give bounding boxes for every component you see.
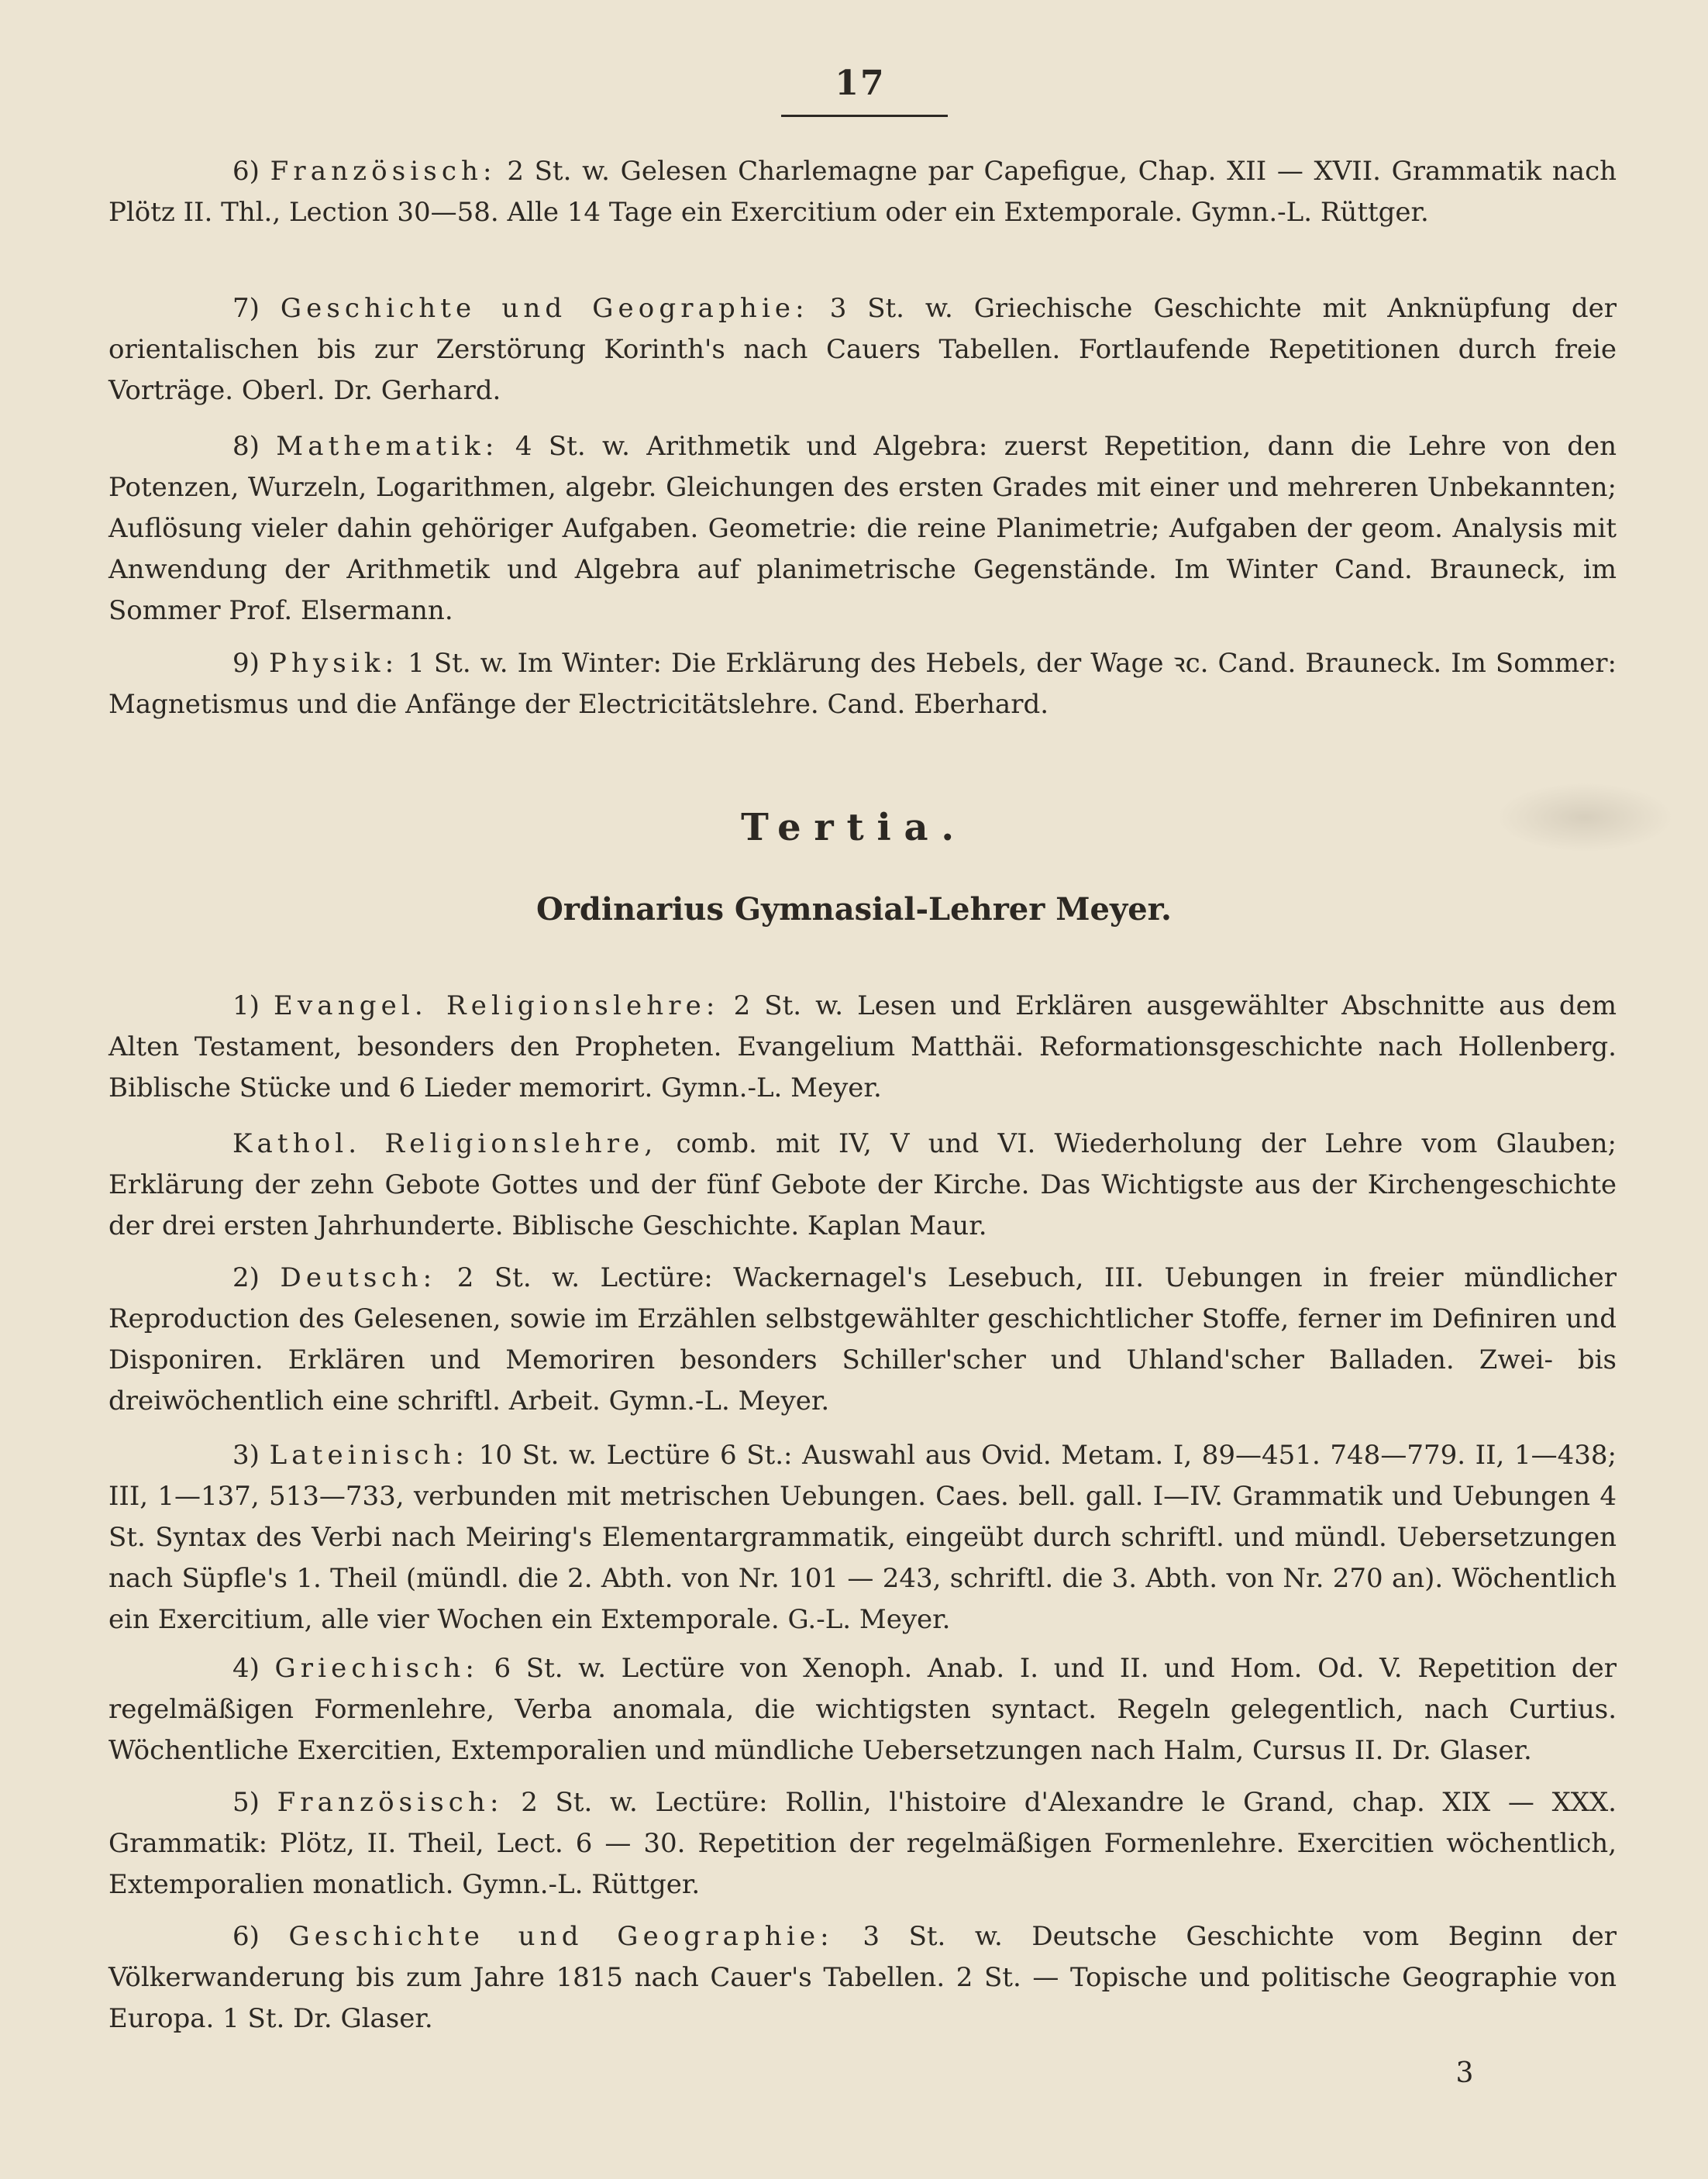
paragraph-text: 3 St. w. Griechische Geschichte mit Anknüpfung der orientalischen bis zur Zerstörung Korinth's nach Cauers Tabellen. Fortlaufende Repetitionen durch freie Vorträge. Oberl. Dr. Gerhard. [108, 293, 1617, 406]
item-number: 8) [232, 431, 260, 462]
subject-label: Französisch: [277, 1787, 504, 1818]
subject-label: Evangel. Religionslehre: [274, 990, 720, 1021]
paragraph-text: 3 St. w. Deutsche Geschichte vom Beginn der Völkerwanderung bis zum Jahre 1815 nach Cauer's Tabellen. 2 St. — Topische und politische Geographie von Europa. 1 St. Dr. Glaser. [108, 1921, 1617, 2034]
paragraph-text: 10 St. w. Lectüre 6 St.: Auswahl aus Ovid. Metam. I, 89—451. 748—779. II, 1—438; III, 1—137, 513—733, verbunden mit metrischen Uebungen. Caes. bell. gall. I—IV. Grammatik und Uebungen 4 St. Syntax des Verbi nach Meiring's Elementargrammatik, eingeübt durch schriftl. und mündl. Uebersetzungen nach Süpfle's 1. Theil (mündl. die 2. Abth. von Nr. 101 — 243, schriftl. die 3. Abth. von Nr. 270 an). Wöchentlich ein Exercitium, alle vier Wochen ein Extemporale. G.-L. Meyer. [108, 1440, 1617, 1635]
paragraph-lower-5 [108, 1782, 1617, 1905]
paragraph-text: 2 St. w. Lectüre: Wackernagel's Lesebuch, III. Uebungen in freier mündlicher Reproduction des Gelesenen, sowie im Erzählen selbstgewählter geschichtlicher Stoffe, ferner im Definiren und Disponiren. Erklären und Memoriren besonders Schiller'scher und Uhland'scher Balladen. Zwei- bis dreiwöchentlich eine schriftl. Arbeit. Gymn.-L. Meyer. [108, 1262, 1617, 1417]
item-number: 4) [232, 1653, 260, 1684]
subject-label: Mathematik: [276, 431, 499, 462]
paragraph-lower-3 [108, 1435, 1617, 1640]
paragraph-lower-kathol [108, 1124, 1617, 1247]
paragraph-text: comb. mit IV, V und VI. Wiederholung der Lehre vom Glauben; Erklärung der zehn Gebote Gottes und der fünf Gebote der Kirche. Das Wichtigste aus der Kirchengeschichte der drei ersten Jahrhunderte. Biblische Geschichte. Kaplan Maur. [108, 1128, 1617, 1241]
paragraph-text: 1 St. w. Im Winter: Die Erklärung des Hebels, der Wage ꝛc. Cand. Brauneck. Im Sommer: Magnetismus und die Anfänge der Electricitätslehre. Cand. Eberhard. [108, 648, 1617, 720]
item-number: 6) [232, 1921, 260, 1952]
item-number: 6) [232, 156, 260, 187]
section-title: Tertia. [741, 806, 967, 849]
header-rule [781, 115, 948, 117]
paragraph-lower-1 [108, 986, 1617, 1109]
item-number: 3) [232, 1440, 260, 1471]
subject-label: Geschichte und Geographie: [280, 293, 809, 324]
item-number: 5) [232, 1787, 260, 1818]
subject-label: Kathol. Religionslehre, [232, 1128, 658, 1159]
item-number: 2) [232, 1262, 260, 1293]
page-number: 17 [835, 64, 886, 103]
paragraph-lower-6 [108, 1916, 1617, 2040]
paragraph-upper-8 [108, 426, 1617, 632]
paragraph-upper-9 [108, 643, 1617, 725]
subject-label: Lateinisch: [269, 1440, 470, 1471]
item-number: 7) [232, 293, 260, 324]
paragraph-upper-6 [108, 151, 1617, 233]
paragraph-lower-4 [108, 1648, 1617, 1771]
paragraph-upper-7 [108, 288, 1617, 411]
section-subtitle: Ordinarius Gymnasial-Lehrer Meyer. [536, 891, 1172, 928]
paragraph-text: 4 St. w. Arithmetik und Algebra: zuerst Repetition, dann die Lehre von den Potenzen, Wurzeln, Logarithmen, algebr. Gleichungen des ersten Grades mit einer und mehreren Unbekannten; Auflösung vieler dahin gehöriger Aufgaben. Geometrie: die reine Planimetrie; Aufgaben der geom. Analysis mit Anwendung der Arithmetik und Algebra auf planimetrische Gegenstände. Im Winter Cand. Brauneck, im Sommer Prof. Elsermann. [108, 431, 1617, 626]
paragraph-lower-2 [108, 1258, 1617, 1422]
paragraph-text: 2 St. w. Lectüre: Rollin, l'histoire d'Alexandre le Grand, chap. XIX — XXX. Grammatik: Plötz, II. Theil, Lect. 6 — 30. Repetition der regelmäßigen Formenlehre. Exercitien wöchentlich, Extemporalien monatlich. Gymn.-L. Rüttger. [108, 1787, 1617, 1900]
paragraph-text: 2 St. w. Lesen und Erklären ausgewählter Abschnitte aus dem Alten Testament, besonders den Propheten. Evangelium Matthäi. Reformationsgeschichte nach Hollenberg. Biblische Stücke und 6 Lieder memorirt. Gymn.-L. Meyer. [108, 990, 1617, 1103]
printer-signature: 3 [1455, 2057, 1474, 2089]
subject-label: Geschichte und Geographie: [288, 1921, 834, 1952]
subject-label: Physik: [268, 648, 399, 679]
subject-label: Deutsch: [280, 1262, 437, 1293]
subject-label: Griechisch: [274, 1653, 479, 1684]
paragraph-text: 2 St. w. Gelesen Charlemagne par Capefigue, Chap. XII — XVII. Grammatik nach Plötz II. Thl., Lection 30—58. Alle 14 Tage ein Exercitium oder ein Extemporale. Gymn.-L. Rüttger. [108, 156, 1617, 228]
item-number: 1) [232, 990, 260, 1021]
item-number: 9) [232, 648, 260, 679]
paragraph-text: 6 St. w. Lectüre von Xenoph. Anab. I. und II. und Hom. Od. V. Repetition der regelmäßigen Formenlehre, Verba anomala, die wichtigsten syntact. Regeln gelegentlich, nach Curtius. Wöchentliche Exercitien, Extemporalien und mündliche Uebersetzungen nach Halm, Cursus II. Dr. Glaser. [108, 1653, 1617, 1766]
subject-label: Französisch: [270, 156, 497, 187]
